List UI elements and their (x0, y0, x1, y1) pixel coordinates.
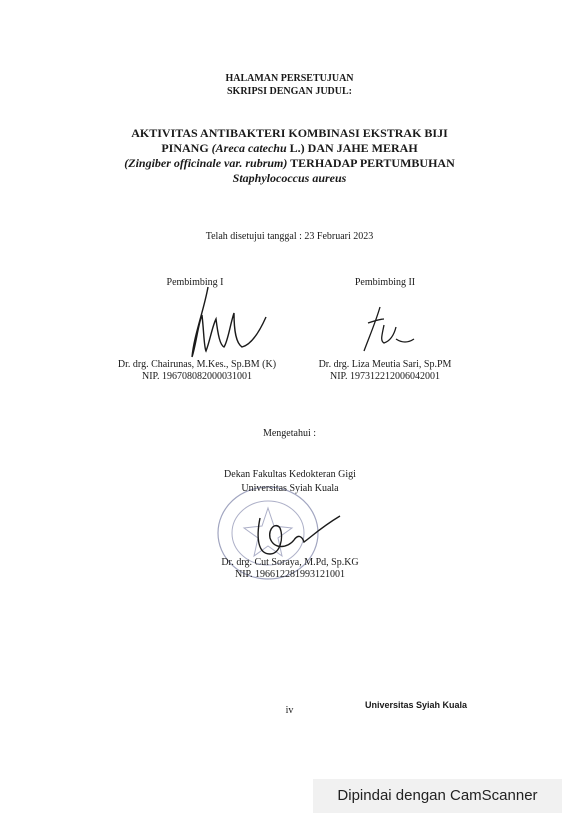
supervisor1-signature (170, 285, 280, 365)
title-text: PINANG (161, 141, 212, 155)
dean-name: Dr. drg. Cut Soraya, M.Pd, Sp.KG (221, 557, 359, 568)
dean-title-line-1: Dekan Fakultas Kedokteran Gigi (224, 469, 356, 480)
title-italic: (Areca catechu (211, 141, 287, 155)
footer-university: Universitas Syiah Kuala (365, 700, 468, 710)
title-text: DAN JAHE MERAH (304, 141, 418, 155)
acknowledged-label: Mengetahui : (262, 428, 317, 439)
title-line-2 (0, 141, 579, 156)
page-heading (0, 72, 579, 98)
dean-nip: NIP. 196612281993121001 (234, 569, 345, 580)
supervisor2-signature (350, 305, 420, 355)
approval-date: Telah disetujui tanggal : 23 Februari 2023 (205, 231, 374, 242)
supervisor2-nip: NIP. 197312212006042001 (329, 371, 440, 382)
title-text: L.) (286, 141, 305, 155)
dean-title-line-2: Universitas Syiah Kuala (241, 483, 339, 494)
page-number: iv (285, 705, 294, 716)
heading-line-1: HALAMAN PERSETUJUAN (225, 73, 354, 84)
thesis-title (0, 126, 579, 186)
title-text: TERHADAP PERTUMBUHAN (287, 156, 455, 170)
title-line-3 (0, 156, 579, 171)
title-line-4 (0, 171, 579, 186)
supervisor1-nip: NIP. 196708082000031001 (141, 371, 252, 382)
supervisor1-name: Dr. drg. Chairunas, M.Kes., Sp.BM (K) (117, 359, 277, 370)
supervisor1-role: Pembimbing I (166, 277, 224, 288)
title-italic: (Zingiber officinale var. rubrum) (124, 156, 288, 170)
heading-line-2: SKRIPSI DENGAN JUDUL: (226, 86, 352, 97)
supervisor2-name: Dr. drg. Liza Meutia Sari, Sp.PM (318, 359, 452, 370)
title-italic: Staphylococcus aureus (232, 171, 347, 185)
supervisor2-role: Pembimbing II (354, 277, 416, 288)
camscanner-watermark: Dipindai dengan CamScanner (313, 779, 562, 813)
title-line-1: AKTIVITAS ANTIBAKTERI KOMBINASI EKSTRAK BIJI (131, 126, 448, 140)
